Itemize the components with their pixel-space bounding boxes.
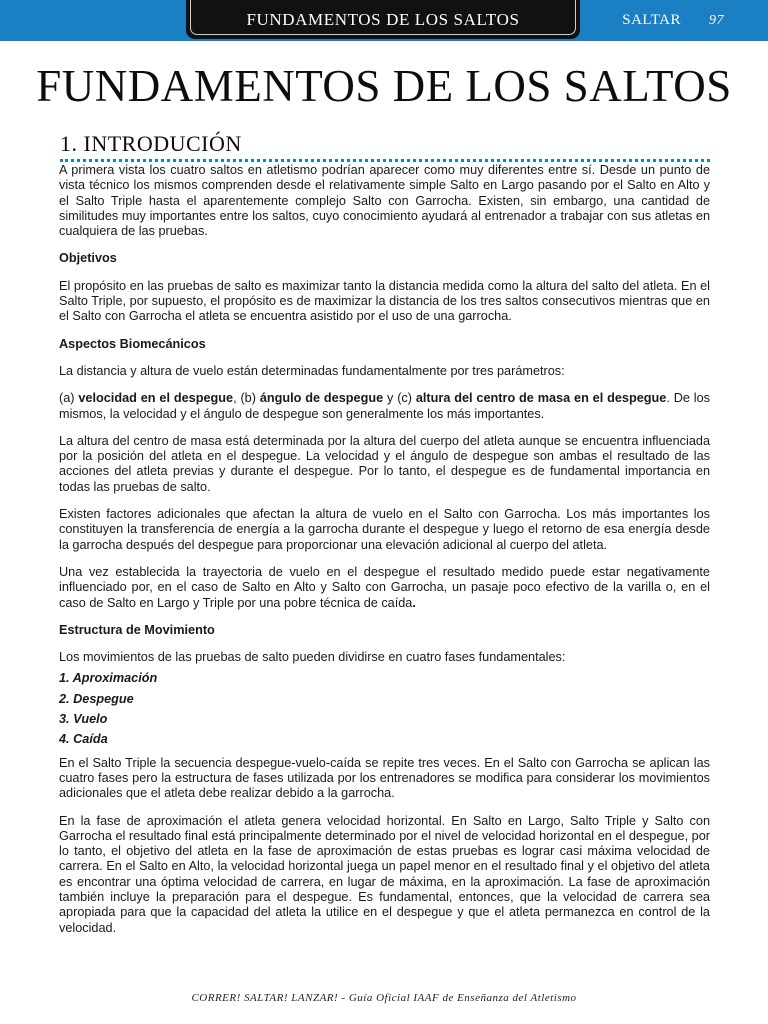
estructura-heading: Estructura de Movimiento	[59, 622, 215, 637]
dotted-divider	[60, 159, 710, 162]
chapter-tab-title: FUNDAMENTOS DE LOS SALTOS	[246, 9, 520, 29]
objetivos-paragraph: El propósito en las pruebas de salto es maximizar tanto la distancia medida como la altura del salto del atleta. En el Salto Triple, por supuesto, el propósito es de maximizar la distancia de los tres saltos consecutivos mientras que en el Salto con Garrocha el atleta se encuentra asistido por el uso de una garrocha.	[59, 278, 710, 324]
trayectoria-end: .	[412, 595, 416, 610]
biomecanicos-paragraph: La distancia y altura de vuelo están determinadas fundamentalmente por tres parámetros:	[59, 363, 565, 378]
phase-item: 1. Aproximación	[59, 671, 158, 686]
param-a-prefix: (a)	[59, 391, 79, 406]
aproximacion-paragraph: En la fase de aproximación el atleta genera velocidad horizontal. En Salto en Largo, Salto Triple y Salto con Garrocha el resultado final está principalmente determinado por el nivel de velocidad horizontal en el despegue, por lo tanto, el objetivo del atleta en la fase de aproximación de estas pruebas es lograr casi máxima velocidad de carrera. En el Salto en Alto, la velocidad horizontal juega un papel menor en el resultado final y el objetivo del atleta es encontrar una óptima velocidad de carrera, en lugar de máxima, en la aproximación. La fase de aproximación también incluye la preparación para el despegue. Es fundamental, entonces, que la velocidad de carrera sea apropiada para que la capacidad del atleta la utilice en el despegue y que el atleta permanezca en control de la velocidad.	[59, 813, 710, 935]
section-heading: 1. INTRODUCIÓN	[60, 131, 242, 156]
section-label: SALTAR	[622, 12, 681, 28]
objetivos-heading: Objetivos	[59, 251, 117, 266]
phase-item: 3. Vuelo	[59, 712, 108, 727]
phases-list	[59, 671, 710, 747]
page-footer: CORRER! SALTAR! LANZAR! - Guía Oficial IAAF de Enseñanza del Atletismo	[191, 992, 577, 1004]
intro-paragraph: A primera vista los cuatro saltos en atletismo podrían aparecer como muy diferentes entre sí. Desde un punto de vista técnico los mismos comprenden desde el relativamente simple Salto en Largo pasando por el Salto en Alto y el Salto Triple hasta el aparentemente complejo Salto con Garrocha. Existen, sin embargo, una cantidad de similitudes muy importantes entre los saltos, cuyo conocimiento ayudará al entrenador a trabajar con sus atletas en cualquiera de las pruebas.	[59, 163, 710, 239]
trayectoria-text: Una vez establecida la trayectoria de vuelo en el despegue el resultado medido puede estar negativamente influenciado por, en el caso de Salto en Alto y Salto con Garrocha, un pasaje poco efectivo de la varilla o, en el caso de Salto en Largo y Triple por una pobre técnica de caída	[59, 564, 710, 610]
phase-item: 2. Despegue	[59, 691, 134, 706]
page-number: 97	[709, 12, 724, 28]
param-c-prefix: y (c)	[383, 391, 416, 406]
chapter-tab	[186, 0, 580, 39]
parameters-paragraph	[59, 391, 710, 422]
phase-item: 4. Caída	[59, 732, 108, 747]
param-c: altura del centro de masa en el despegue	[415, 391, 667, 406]
biomecanicos-heading: Aspectos Biomecánicos	[59, 336, 206, 351]
factores-paragraph: Existen factores adicionales que afectan la altura de vuelo en el Salto con Garrocha. Los más importantes los constituyen la transferencia de energía a la garrocha durante el despegue y luego el retorno de esa energía desde la garrocha después del despegue para proporcionar una elevación adicional al cuerpo del atleta.	[59, 507, 710, 552]
estructura-paragraph: Los movimientos de las pruebas de salto pueden dividirse en cuatro fases fundamentales:	[59, 650, 566, 665]
secuencia-paragraph: En el Salto Triple la secuencia despegue-vuelo-caída se repite tres veces. En el Salto con Garrocha se aplican las cuatro fases pero la estructura de fases utilizada por los entrenadores se modifica para considerar los movimientos adicionales que el atleta debe realizar debido a la garrocha.	[59, 755, 710, 801]
param-b-prefix: , (b)	[233, 391, 260, 406]
body-content	[59, 163, 710, 948]
page-title: FUNDAMENTOS DE LOS SALTOS	[36, 61, 732, 111]
param-a: velocidad en el despegue	[78, 391, 234, 406]
altura-paragraph: La altura del centro de masa está determinada por la altura del cuerpo del atleta aunque se encuentra influenciada por la posición del atleta en el despegue. La velocidad y el ángulo de despegue son ambas el resultado de las acciones del atleta previas y durante el despegue. Por lo tanto, el despegue es de fundamental importancia en todas las pruebas de salto.	[59, 433, 710, 494]
header-right	[622, 0, 724, 41]
header-bar	[0, 0, 768, 41]
param-suffix: . De los mismos, la velocidad y el ángulo de despegue son generalmente los más importantes.	[59, 391, 711, 421]
trayectoria-paragraph	[59, 565, 710, 611]
param-b: ángulo de despegue	[259, 391, 384, 406]
